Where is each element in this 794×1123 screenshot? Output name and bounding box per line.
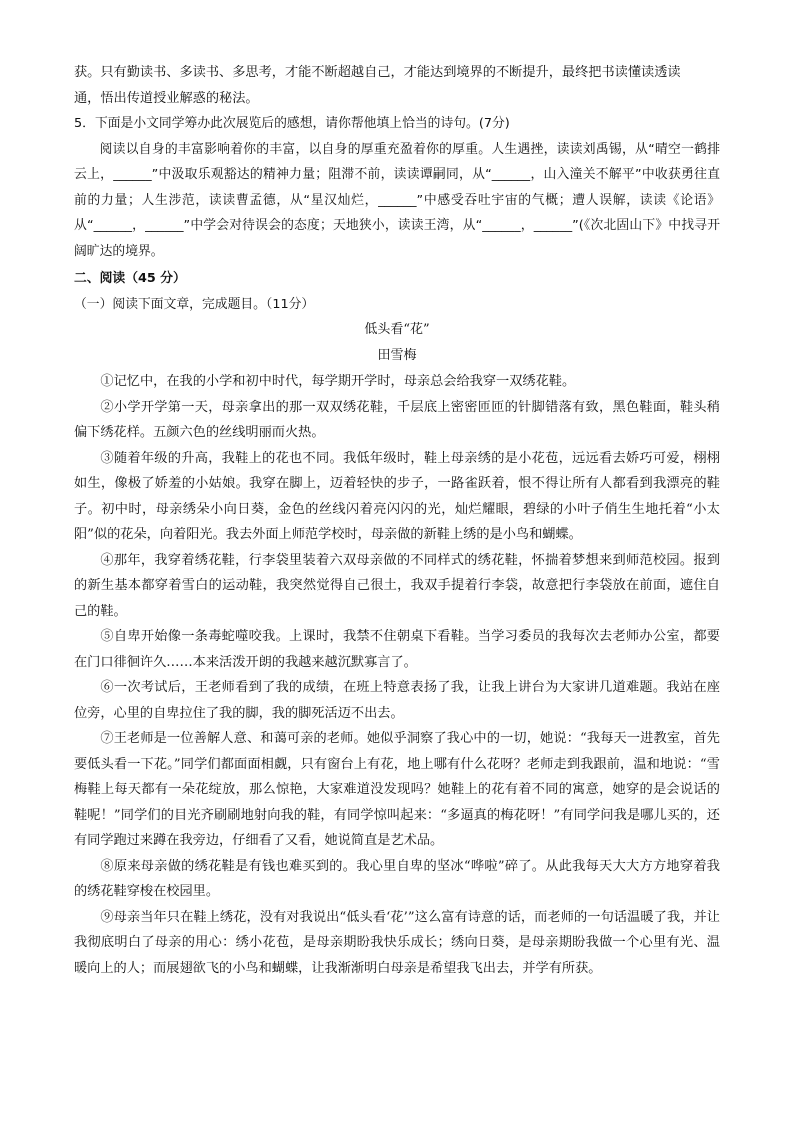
- article-paragraph: ⑨母亲当年只在鞋上绣花，没有对我说出“低头看‘花’”这么富有诗意的话，而老师的一句话温暖了我，并让我彻底明白了母亲的用心：绣小花苞，是母亲期盼我快乐成长；绣向日葵，是母亲期盼我做一个心里有光、温暖向上的人；而展翅欲飞的小鸟和蝴蝶，让我渐渐明白母亲是希望我飞出去，并学有所获。: [74, 909, 720, 976]
- part-1-intro: （一）阅读下面文章，完成题目。（11分）: [74, 296, 315, 312]
- article-author: 田雪梅: [377, 348, 417, 363]
- article-paragraph: ⑥一次考试后，王老师看到了我的成绩，在班上特意表扬了我，让我上讲台为大家讲几道难题。我站在座位旁，心里的自卑拉住了我的脚，我的脚死活迈不出去。: [74, 680, 720, 721]
- question-5-body: 阅读以自身的丰富影响着你的丰富，以自身的厚重充盈着你的厚重。人生遇挫，读读刘禹锡，从“晴空一鹤排云上，______”中汲取乐观豁达的精神力量；阻滞不前，读读谭嗣同，从“______，山入潼关不解平”中收获勇往直前的力量；人生涉范，读读曹孟德，从“星汉灿烂，______”中感受吞吐宇宙的气概；遭人误解，读读《论语》从“______，______”中学会对待误会的态度；天地狭小，读读王湾，从“______，______”(《次北固山下》中找寻开阔旷达的境界。: [74, 141, 720, 259]
- article-paragraph: ⑦王老师是一位善解人意、和蔼可亲的老师。她似乎洞察了我心中的一切，她说：“我每天一进教室，首先要低头看一下花。”同学们都面面相觑，只有窗台上有花，地上哪有什么花呀？老师走到我跟前，温和地说：“雪梅鞋上每天都有一朵花绽放，那么惊艳，大家难道没发现吗？她鞋上的花有着不同的寓意，她穿的是会说话的鞋呢！”同学们的目光齐刷刷地射向我的鞋，有同学惊叫起来：“多逼真的梅花呀！”有同学问我是哪儿买的，还有同学跑过来蹲在我旁边，仔细看了又看，她说简直是艺术品。: [74, 731, 720, 848]
- carryover-line-1: 获。只有勤读书、多读书、多思考，才能不断超越自己，才能达到境界的不断提升，最终把书读懂读透读: [74, 65, 681, 80]
- article-paragraph: ①记忆中，在我的小学和初中时代，每学期开学时，母亲总会给我穿一双绣花鞋。: [100, 374, 576, 389]
- article-paragraph: ⑤自卑开始像一条毒蛇噬咬我。上课时，我禁不住朝桌下看鞋。当学习委员的我每次去老师办公室，都要在门口徘徊许久……本来活泼开朗的我越来越沉默寡言了。: [74, 629, 720, 670]
- article-paragraph: ②小学开学第一天，母亲拿出的那一双双绣花鞋，千层底上密密匝匝的针脚错落有致，黑色鞋面，鞋头稍偏下绣花样。五颜六色的丝线明丽而火热。: [74, 399, 720, 440]
- question-5-stem: 5．下面是小文同学筹办此次展览后的感想，请你帮他填上恰当的诗句。(7分): [74, 116, 510, 131]
- article-title: 低头看“花”: [364, 322, 430, 337]
- exam-page: [74, 60, 720, 981]
- article-paragraph: ③随着年级的升高，我鞋上的花也不同。我低年级时，鞋上母亲绣的是小花苞，远远看去娇巧可爱，栩栩如生，像极了娇羞的小姑娘。我穿在脚上，迈着轻快的步子，一路雀跃着，恨不得让所有人都看到我漂亮的鞋子。初中时，母亲绣朵小向日葵，金色的丝线闪着亮闪闪的光，灿烂耀眼，碧绿的小叶子俏生生地托着“小太阳”似的花朵，向着阳光。我去外面上师范学校时，母亲做的新鞋上绣的是小鸟和蝴蝶。: [74, 450, 720, 542]
- article-paragraph: ⑧原来母亲做的绣花鞋是有钱也难买到的。我心里自卑的坚冰“哗啦”碎了。从此我每天大大方方地穿着我的绣花鞋穿梭在校园里。: [74, 858, 720, 899]
- article-paragraph: ④那年，我穿着绣花鞋，行李袋里装着六双母亲做的不同样式的绣花鞋，怀揣着梦想来到师范校园。报到的新生基本都穿着雪白的运动鞋，我突然觉得自己很土，我双手提着行李袋，故意把行李袋放在前面，遮住自己的鞋。: [74, 552, 720, 619]
- section-2-heading: 二、阅读（45 分）: [74, 271, 186, 286]
- carryover-line-2: 通，悟出传道授业解惑的秘法。: [74, 90, 259, 106]
